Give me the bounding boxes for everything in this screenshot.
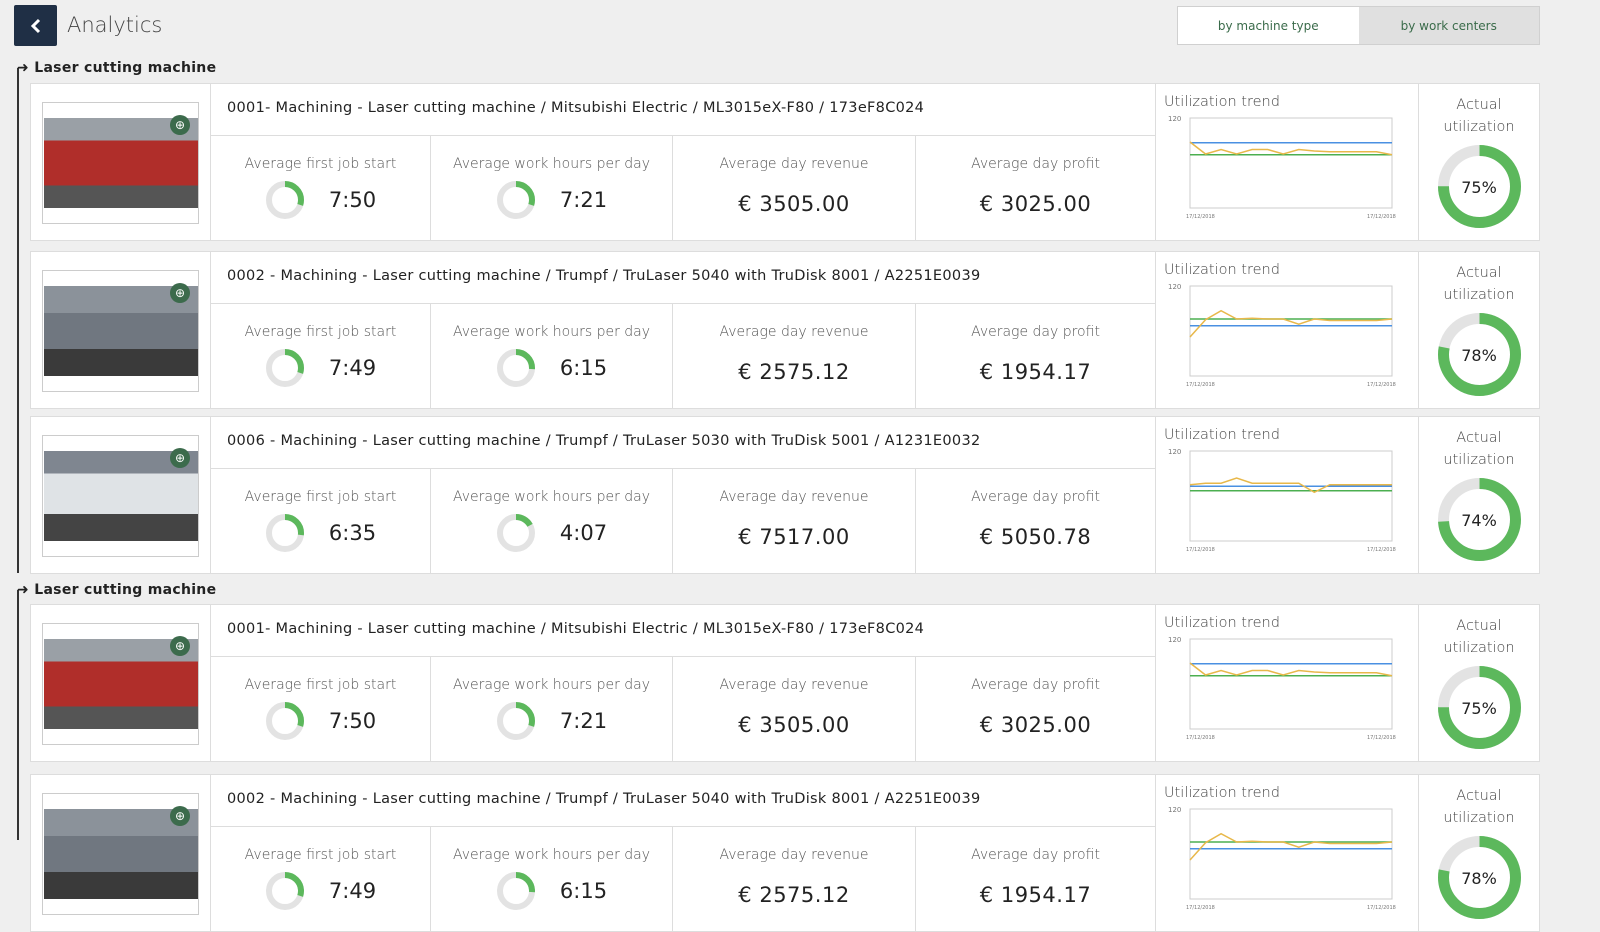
machine-image[interactable] bbox=[42, 623, 199, 745]
utilization-chart bbox=[1164, 110, 1414, 222]
tab-by-machine-type[interactable]: by machine type bbox=[1178, 7, 1359, 44]
metric-label: Average first job start bbox=[244, 324, 397, 340]
first-job-donut bbox=[265, 871, 305, 911]
tab-by-work-centers[interactable]: by work centers bbox=[1359, 7, 1540, 44]
machine-image[interactable] bbox=[42, 793, 199, 915]
utilization-chart bbox=[1164, 278, 1414, 390]
metric-label: Average day revenue bbox=[719, 324, 869, 340]
metric-label: Average day revenue bbox=[719, 677, 869, 693]
y-tick-label: 120 bbox=[1168, 806, 1182, 814]
x-tick-label: 17/12/2018 bbox=[1186, 214, 1215, 220]
work-hours-value: 6:15 bbox=[559, 356, 608, 380]
metric-label: Average first job start bbox=[244, 156, 397, 172]
actual-label: Actual utilization bbox=[1443, 97, 1515, 135]
zoom-in-icon[interactable]: ⊕ bbox=[170, 448, 190, 468]
metric-label: Average first job start bbox=[244, 847, 397, 863]
x-tick-label: 17/12/2018 bbox=[1186, 905, 1215, 911]
metric-label: Average first job start bbox=[244, 489, 397, 505]
group-connector bbox=[17, 590, 19, 840]
metric-label: Average day revenue bbox=[719, 489, 869, 505]
trend-label: Utilization trend bbox=[1164, 785, 1280, 801]
metric-label: Average day revenue bbox=[719, 156, 869, 172]
work-hours-value: 7:21 bbox=[559, 709, 608, 733]
zoom-in-icon[interactable]: ⊕ bbox=[170, 806, 190, 826]
y-tick-label: 120 bbox=[1168, 636, 1182, 644]
machine-card bbox=[30, 83, 1540, 241]
work-hours-donut bbox=[496, 180, 536, 220]
x-tick-label: 17/12/2018 bbox=[1186, 547, 1215, 553]
utilization-value: 75% bbox=[1461, 177, 1497, 197]
work-hours-donut bbox=[496, 513, 536, 553]
utilization-series bbox=[1190, 311, 1392, 337]
machine-title: 0002 - Machining - Laser cutting machine / Trumpf / TruLaser 5040 with TruDisk 8001 / A2251E0039 bbox=[211, 252, 1155, 304]
utilization-value: 74% bbox=[1461, 510, 1497, 530]
work-hours-donut bbox=[496, 701, 536, 741]
revenue-value: € 3505.00 bbox=[738, 192, 850, 216]
actual-label: Actual utilization bbox=[1443, 788, 1515, 826]
utilization-series bbox=[1190, 142, 1392, 155]
trend-label: Utilization trend bbox=[1164, 94, 1280, 110]
group-header[interactable]: ➜ Laser cutting machine bbox=[17, 60, 217, 76]
actual-label: Actual utilization bbox=[1443, 430, 1515, 468]
metric-label: Average day profit bbox=[971, 847, 1100, 863]
metric-label: Average day profit bbox=[971, 156, 1100, 172]
metric-label: Average day profit bbox=[971, 677, 1100, 693]
trend-label: Utilization trend bbox=[1164, 262, 1280, 278]
first-job-value: 6:35 bbox=[328, 521, 377, 545]
utilization-value: 78% bbox=[1461, 868, 1497, 888]
first-job-value: 7:50 bbox=[328, 188, 377, 212]
arrow-right-icon: ➜ bbox=[17, 582, 30, 598]
zoom-in-icon[interactable]: ⊕ bbox=[170, 115, 190, 135]
first-job-value: 7:49 bbox=[328, 356, 377, 380]
zoom-in-icon[interactable]: ⊕ bbox=[170, 283, 190, 303]
profit-value: € 1954.17 bbox=[979, 883, 1092, 907]
x-tick-label: 17/12/2018 bbox=[1367, 905, 1396, 911]
profit-value: € 5050.78 bbox=[979, 525, 1092, 549]
group-header[interactable]: ➜ Laser cutting machine bbox=[17, 582, 217, 598]
metric-label: Average work hours per day bbox=[452, 489, 651, 505]
view-toggle bbox=[1177, 6, 1540, 45]
metric-label: Average work hours per day bbox=[452, 677, 651, 693]
utilization-value: 75% bbox=[1461, 698, 1497, 718]
first-job-donut bbox=[265, 513, 305, 553]
work-hours-donut bbox=[496, 348, 536, 388]
trend-label: Utilization trend bbox=[1164, 427, 1280, 443]
chevron-left-icon bbox=[29, 18, 43, 34]
work-hours-value: 4:07 bbox=[559, 521, 608, 545]
utilization-chart bbox=[1164, 801, 1414, 913]
machine-card bbox=[30, 416, 1540, 574]
x-tick-label: 17/12/2018 bbox=[1367, 382, 1396, 388]
metric-label: Average work hours per day bbox=[452, 324, 651, 340]
metric-label: Average day profit bbox=[971, 324, 1100, 340]
machine-card bbox=[30, 774, 1540, 932]
machine-title: 0002 - Machining - Laser cutting machine / Trumpf / TruLaser 5040 with TruDisk 8001 / A2251E0039 bbox=[211, 775, 1155, 827]
metric-label: Average work hours per day bbox=[452, 847, 651, 863]
machine-title: 0006 - Machining - Laser cutting machine / Trumpf / TruLaser 5030 with TruDisk 5001 / A1231E0032 bbox=[211, 417, 1155, 469]
work-hours-value: 7:21 bbox=[559, 188, 608, 212]
zoom-in-icon[interactable]: ⊕ bbox=[170, 636, 190, 656]
x-tick-label: 17/12/2018 bbox=[1186, 382, 1215, 388]
utilization-chart bbox=[1164, 443, 1414, 555]
revenue-value: € 2575.12 bbox=[738, 883, 850, 907]
x-tick-label: 17/12/2018 bbox=[1367, 735, 1396, 741]
first-job-value: 7:49 bbox=[328, 879, 377, 903]
machine-title: 0001- Machining - Laser cutting machine / Mitsubishi Electric / ML3015eX-F80 / 173eF8C024 bbox=[211, 605, 1155, 657]
trend-label: Utilization trend bbox=[1164, 615, 1280, 631]
machine-image[interactable] bbox=[42, 102, 199, 224]
arrow-right-icon: ➜ bbox=[17, 60, 30, 76]
x-tick-label: 17/12/2018 bbox=[1186, 735, 1215, 741]
work-hours-donut bbox=[496, 871, 536, 911]
machine-title: 0001- Machining - Laser cutting machine / Mitsubishi Electric / ML3015eX-F80 / 173eF8C024 bbox=[211, 84, 1155, 136]
profit-value: € 3025.00 bbox=[979, 713, 1092, 737]
metric-label: Average first job start bbox=[244, 677, 397, 693]
utilization-series bbox=[1190, 834, 1392, 860]
machine-card bbox=[30, 604, 1540, 762]
metric-label: Average day profit bbox=[971, 489, 1100, 505]
actual-label: Actual utilization bbox=[1443, 265, 1515, 303]
page-title: Analytics bbox=[67, 13, 163, 37]
x-tick-label: 17/12/2018 bbox=[1367, 547, 1396, 553]
first-job-donut bbox=[265, 348, 305, 388]
x-tick-label: 17/12/2018 bbox=[1367, 214, 1396, 220]
first-job-donut bbox=[265, 180, 305, 220]
utilization-value: 78% bbox=[1461, 345, 1497, 365]
machine-card bbox=[30, 251, 1540, 409]
metric-label: Average work hours per day bbox=[452, 156, 651, 172]
group-connector bbox=[17, 68, 19, 573]
machine-image[interactable] bbox=[42, 435, 199, 557]
utilization-series bbox=[1190, 663, 1392, 676]
profit-value: € 1954.17 bbox=[979, 360, 1092, 384]
y-tick-label: 120 bbox=[1168, 115, 1182, 123]
work-hours-value: 6:15 bbox=[559, 879, 608, 903]
revenue-value: € 7517.00 bbox=[738, 525, 850, 549]
profit-value: € 3025.00 bbox=[979, 192, 1092, 216]
first-job-donut bbox=[265, 701, 305, 741]
back-button[interactable] bbox=[14, 5, 57, 46]
y-tick-label: 120 bbox=[1168, 448, 1182, 456]
actual-label: Actual utilization bbox=[1443, 618, 1515, 656]
metric-label: Average day revenue bbox=[719, 847, 869, 863]
machine-image[interactable] bbox=[42, 270, 199, 392]
revenue-value: € 3505.00 bbox=[738, 713, 850, 737]
y-tick-label: 120 bbox=[1168, 283, 1182, 291]
revenue-value: € 2575.12 bbox=[738, 360, 850, 384]
first-job-value: 7:50 bbox=[328, 709, 377, 733]
utilization-chart bbox=[1164, 631, 1414, 743]
